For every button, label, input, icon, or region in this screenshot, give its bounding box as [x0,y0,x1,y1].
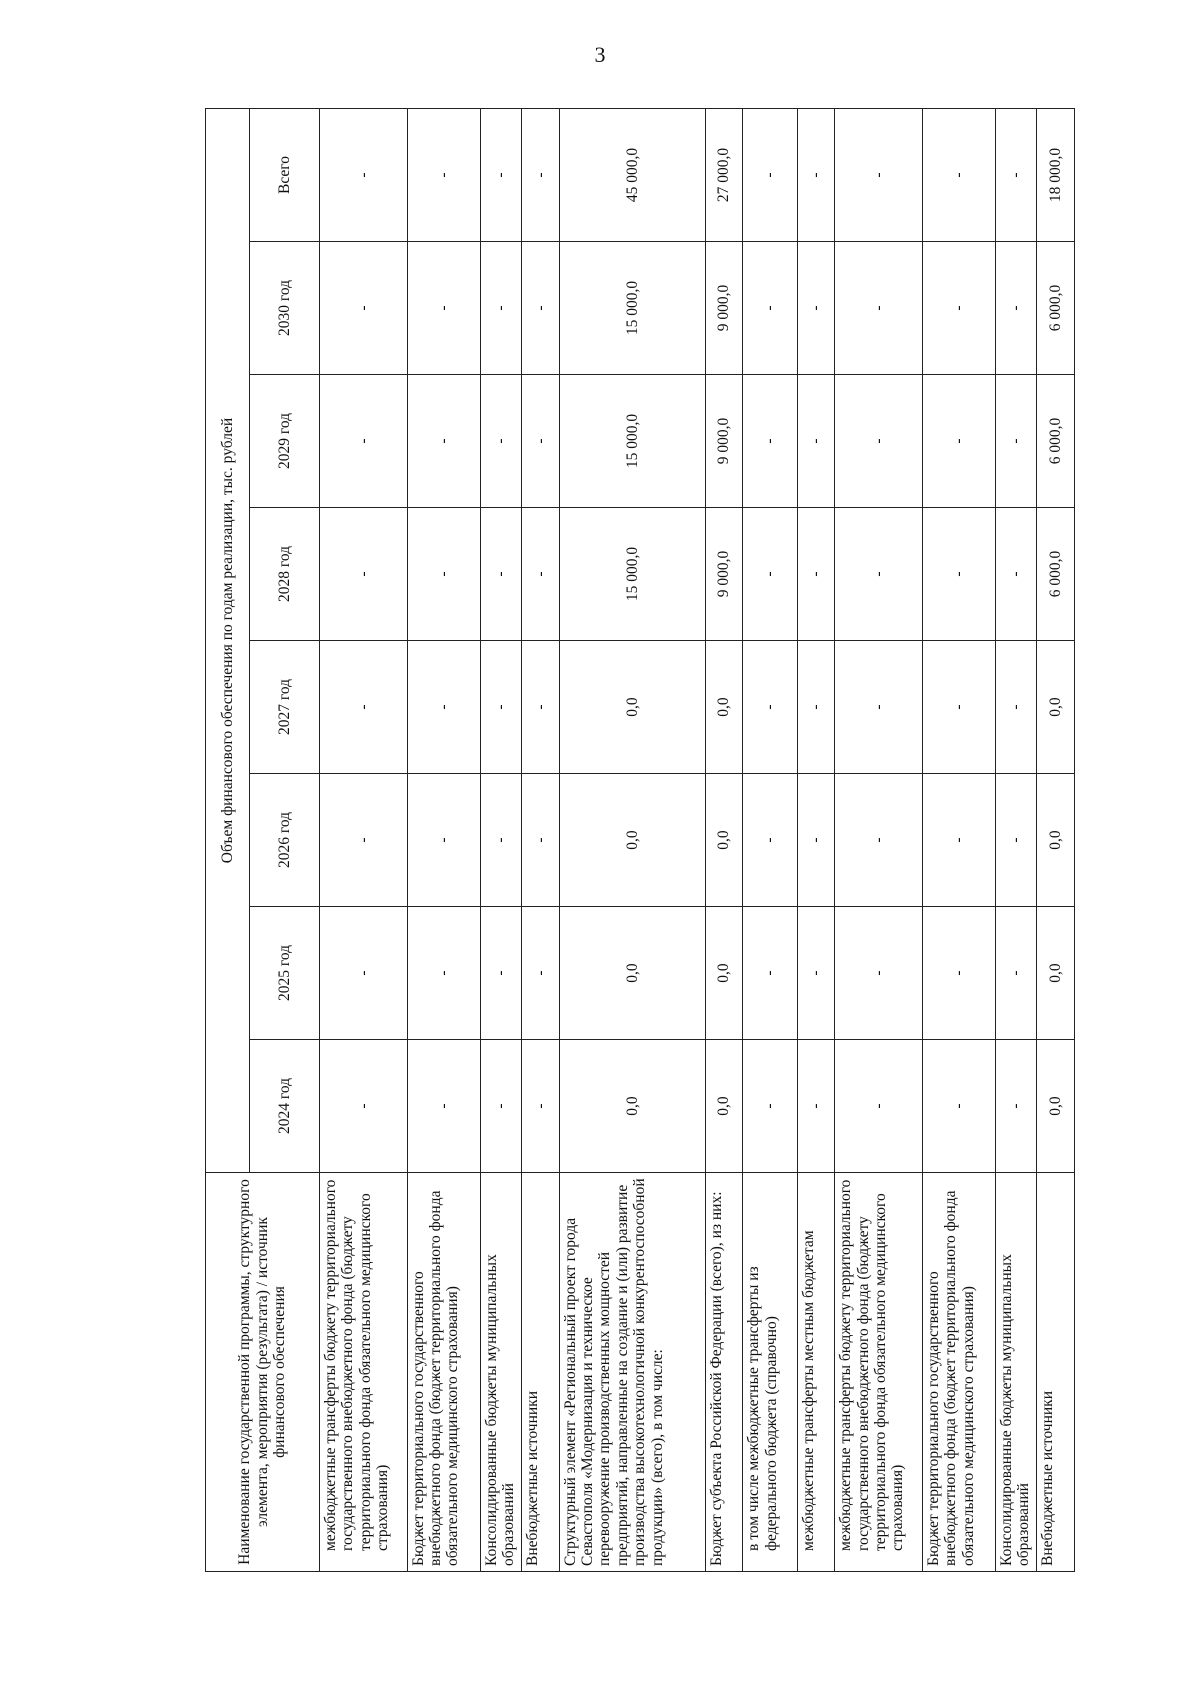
cell-value: - [480,242,521,375]
cell-value: - [835,1040,923,1173]
cell-value: - [797,774,835,907]
row-name: Внебюджетные источники [522,1173,560,1572]
cell-value: - [407,109,480,242]
row-name: Структурный элемент «Региональный проект города Севастополя «Модернизация и техническое перевооружение производственных мощностей предприятий, направленные на создание и (или) развитие производства высокотехнологичной конкурентоспособной продукции» (всего), в том числе: [559,1173,705,1572]
header-year: 2025 год [250,907,320,1040]
cell-value: 0,0 [559,907,705,1040]
cell-value: - [743,774,797,907]
cell-value: - [835,907,923,1040]
header-group-title: Объем финансового обеспечения по годам реализации, тыс. рублей [206,109,250,1173]
cell-value: - [320,774,408,907]
cell-value: - [835,774,923,907]
cell-value: 45 000,0 [559,109,705,242]
cell-value: - [743,1040,797,1173]
cell-value: - [480,508,521,641]
cell-value: - [835,641,923,774]
cell-value: 9 000,0 [705,242,743,375]
cell-value: - [320,375,408,508]
table-row [522,109,560,1572]
cell-value: - [407,508,480,641]
cell-value: 9 000,0 [705,508,743,641]
cell-value: 0,0 [705,641,743,774]
table-row [705,109,743,1572]
cell-value: - [922,907,995,1040]
table-row [922,109,995,1572]
cell-value: - [320,641,408,774]
cell-value: - [743,907,797,1040]
header-year: 2026 год [250,774,320,907]
cell-value: - [320,907,408,1040]
cell-value: - [407,774,480,907]
cell-value: - [922,641,995,774]
cell-value: - [995,1040,1036,1173]
row-name: Внебюджетные источники [1037,1173,1075,1572]
row-name: Бюджет территориального государственного внебюджетного фонда (бюджет территориального фонда обязательного медицинского страхования) [922,1173,995,1572]
cell-value: - [743,242,797,375]
cell-value: - [522,242,560,375]
cell-value: - [407,907,480,1040]
table-row [743,109,797,1572]
cell-value: - [995,907,1036,1040]
table-row [407,109,480,1572]
cell-value: 9 000,0 [705,375,743,508]
cell-value: - [835,242,923,375]
cell-value: - [320,242,408,375]
cell-value: - [922,1040,995,1173]
cell-value: - [320,1040,408,1173]
cell-value: - [480,774,521,907]
cell-value: - [995,774,1036,907]
row-name: межбюджетные трансферты бюджету территориального государственного внебюджетного фонда (бюджету территориального фонда обязательного медицинского страхования) [835,1173,923,1572]
cell-value: - [407,1040,480,1173]
table-row [320,109,408,1572]
row-name: межбюджетные трансферты бюджету территориального государственного внебюджетного фонда (бюджету территориального фонда обязательного медицинского страхования) [320,1173,408,1572]
cell-value: - [522,774,560,907]
cell-value: 0,0 [1037,1040,1075,1173]
header-name-column: Наименование государственной программы, структурного элемента, мероприятия (результата) / источник финансового обеспечения [206,1173,320,1572]
header-year: 2028 год [250,508,320,641]
cell-value: - [797,1040,835,1173]
cell-value: - [480,641,521,774]
row-name: в том числе межбюджетные трансферты из федерального бюджета (справочно) [743,1173,797,1572]
table-row [995,109,1036,1572]
cell-value: - [995,375,1036,508]
cell-value: - [480,1040,521,1173]
cell-value: - [522,375,560,508]
table-row [797,109,835,1572]
cell-value: 15 000,0 [559,375,705,508]
header-year: 2027 год [250,641,320,774]
cell-value: - [743,375,797,508]
cell-value: - [922,774,995,907]
cell-value: - [480,907,521,1040]
table-row [559,109,705,1572]
cell-value: - [480,375,521,508]
header-year: 2024 год [250,1040,320,1173]
cell-value: - [407,242,480,375]
cell-value: - [743,508,797,641]
cell-value: 27 000,0 [705,109,743,242]
header-year: 2029 год [250,375,320,508]
cell-value: - [320,109,408,242]
cell-value: - [797,109,835,242]
cell-value: 0,0 [705,907,743,1040]
rotated-table-holder [205,108,1075,1572]
cell-value: - [522,907,560,1040]
table-row [1037,109,1075,1572]
cell-value: 6 000,0 [1037,375,1075,508]
header-total: Всего [250,109,320,242]
cell-value: 0,0 [1037,774,1075,907]
cell-value: - [995,242,1036,375]
cell-value: - [922,508,995,641]
cell-value: - [995,508,1036,641]
financing-table [205,108,1075,1572]
cell-value: 0,0 [559,774,705,907]
table-row [480,109,521,1572]
cell-value: 15 000,0 [559,242,705,375]
cell-value: 15 000,0 [559,508,705,641]
cell-value: 6 000,0 [1037,242,1075,375]
row-name: Бюджет территориального государственного внебюджетного фонда (бюджет территориального фонда обязательного медицинского страхования) [407,1173,480,1572]
cell-value: - [522,641,560,774]
cell-value: 0,0 [559,641,705,774]
cell-value: 0,0 [705,1040,743,1173]
cell-value: - [480,109,521,242]
cell-value: - [922,242,995,375]
row-name: Консолидированные бюджеты муниципальных образований [995,1173,1036,1572]
cell-value: - [797,242,835,375]
cell-value: - [797,375,835,508]
cell-value: - [522,508,560,641]
cell-value: - [407,641,480,774]
row-name: Консолидированные бюджеты муниципальных образований [480,1173,521,1572]
cell-value: - [797,641,835,774]
cell-value: - [797,508,835,641]
row-name: межбюджетные трансферты местным бюджетам [797,1173,835,1572]
cell-value: 18 000,0 [1037,109,1075,242]
cell-value: - [743,109,797,242]
cell-value: - [995,641,1036,774]
cell-value: - [835,508,923,641]
cell-value: 6 000,0 [1037,508,1075,641]
cell-value: - [320,508,408,641]
header-year: 2030 год [250,242,320,375]
cell-value: - [922,375,995,508]
cell-value: - [797,907,835,1040]
rotated-landscape-page [205,108,1075,1572]
cell-value: - [407,375,480,508]
cell-value: 0,0 [705,774,743,907]
cell-value: 0,0 [1037,907,1075,1040]
cell-value: 0,0 [1037,641,1075,774]
cell-value: - [522,1040,560,1173]
table-row [835,109,923,1572]
cell-value: - [922,109,995,242]
page-number: 3 [594,42,606,67]
cell-value: - [835,375,923,508]
cell-value: - [995,109,1036,242]
cell-value: - [835,109,923,242]
row-name: Бюджет субъекта Российской Федерации (всего), из них: [705,1173,743,1572]
cell-value: 0,0 [559,1040,705,1173]
cell-value: - [743,641,797,774]
cell-value: - [522,109,560,242]
